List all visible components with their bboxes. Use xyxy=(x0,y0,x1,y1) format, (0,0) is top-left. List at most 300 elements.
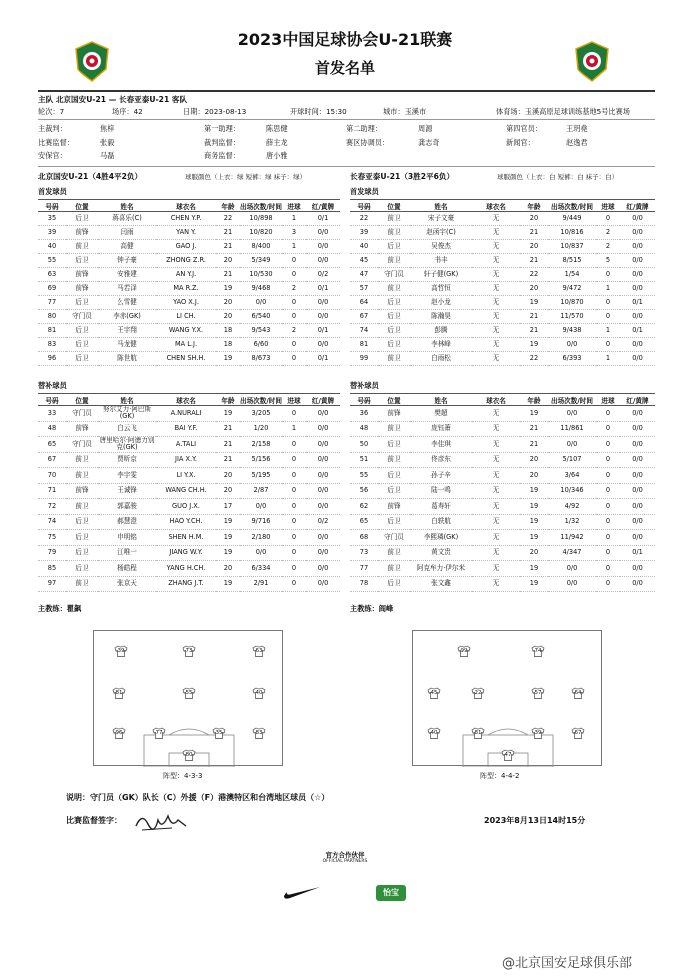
round: 轮次：7 xyxy=(38,107,65,116)
table-cell: 努尔艾力·阿巴斯(GK) xyxy=(98,406,156,422)
table-cell: 2 xyxy=(596,240,620,254)
column-header: 年龄 xyxy=(520,394,548,406)
nike-logo xyxy=(282,884,322,904)
table-cell: 97 xyxy=(38,576,66,592)
table-cell: 无 xyxy=(472,545,520,561)
column-header: 进球 xyxy=(282,200,306,212)
table-cell: 20 xyxy=(216,468,240,484)
match-number: 场序：42 xyxy=(112,107,143,116)
table-cell: 0 xyxy=(282,437,306,453)
table-cell: 0 xyxy=(282,545,306,561)
table-cell: 陈瀚昊 xyxy=(410,310,472,324)
table-cell: 陈世航 xyxy=(98,352,156,366)
table-cell: 无 xyxy=(472,561,520,577)
official-role: 裁判监督： xyxy=(204,138,240,147)
table-cell: JIA X.Y. xyxy=(156,452,216,468)
column-header: 姓名 xyxy=(410,394,472,406)
table-cell: 0 xyxy=(596,514,620,530)
table-cell: 李林峰 xyxy=(410,338,472,352)
table-cell: 0 xyxy=(282,310,306,324)
table-cell: 后卫 xyxy=(378,576,410,592)
column-header: 红/黄牌 xyxy=(306,394,340,406)
player-shirt: 47 xyxy=(501,749,515,761)
table-cell: 郝慧澄 xyxy=(98,514,156,530)
table-cell: 0 xyxy=(282,468,306,484)
table-cell: 0/0 xyxy=(620,452,655,468)
column-header: 球衣名 xyxy=(472,394,520,406)
table-cell: 21 xyxy=(216,452,240,468)
table-cell: 85 xyxy=(38,561,66,577)
table-row xyxy=(350,338,655,352)
table-row xyxy=(350,530,655,546)
official-name: 周源 xyxy=(418,124,433,133)
table-cell: 樊超 xyxy=(410,406,472,422)
column-header: 出场次数/时间 xyxy=(548,200,596,212)
table-cell: 前卫 xyxy=(378,421,410,437)
table-cell: 81 xyxy=(38,324,66,338)
table-cell: 57 xyxy=(350,282,378,296)
top-divider xyxy=(38,90,655,92)
player-shirt: 39 xyxy=(531,727,545,739)
table-row xyxy=(350,452,655,468)
table-cell: 0/0 xyxy=(620,499,655,515)
table-row xyxy=(350,310,655,324)
table-cell: 75 xyxy=(38,530,66,546)
table-cell: 1 xyxy=(596,352,620,366)
divider xyxy=(38,166,655,167)
column-header: 红/黄牌 xyxy=(620,200,655,212)
table-cell: 0/0 xyxy=(548,406,596,422)
table-cell: 张文鑫 xyxy=(410,576,472,592)
table-cell: 1 xyxy=(596,324,620,338)
table-cell: 张京天 xyxy=(98,576,156,592)
table-cell: 前卫 xyxy=(66,576,98,592)
table-cell: BAI Y.F. xyxy=(156,421,216,437)
table-cell: 39 xyxy=(350,226,378,240)
table-cell: 0/0 xyxy=(548,338,596,352)
away-coach xyxy=(350,604,393,614)
table-cell: 前卫 xyxy=(378,545,410,561)
table-cell: 李熙璘(GK) xyxy=(410,530,472,546)
player-shirt: 74 xyxy=(531,645,545,657)
player-shirt: 35 xyxy=(212,727,226,739)
table-row xyxy=(350,226,655,240)
table-cell: 庞钰箫 xyxy=(410,421,472,437)
table-cell: 0 xyxy=(596,499,620,515)
table-cell: 17 xyxy=(216,499,240,515)
table-cell: 0 xyxy=(596,561,620,577)
column-header: 球衣名 xyxy=(156,200,216,212)
table-row xyxy=(350,282,655,296)
table-cell: 71 xyxy=(38,483,66,499)
official-name: 马磊 xyxy=(100,151,115,160)
table-cell: 73 xyxy=(350,545,378,561)
table-cell: 守门员 xyxy=(378,530,410,546)
column-header: 姓名 xyxy=(98,394,156,406)
table-cell: 2/158 xyxy=(240,437,282,453)
table-cell: 高健 xyxy=(98,240,156,254)
home-starters-label: 首发球员 xyxy=(38,187,67,196)
table-cell: 19 xyxy=(520,530,548,546)
table-cell: 无 xyxy=(472,282,520,296)
table-cell: WANG Y.X. xyxy=(156,324,216,338)
table-cell: YANG H.CH. xyxy=(156,561,216,577)
table-cell: 79 xyxy=(38,545,66,561)
table-cell: 0/0 xyxy=(306,406,340,422)
table-cell: 11/942 xyxy=(548,530,596,546)
table-cell: 2 xyxy=(282,282,306,296)
table-row xyxy=(38,310,340,324)
table-cell: 0/0 xyxy=(306,530,340,546)
table-cell: 2/91 xyxy=(240,576,282,592)
table-cell: 后卫 xyxy=(378,240,410,254)
official-name: 陈思健 xyxy=(266,124,288,133)
official-name: 焦梓 xyxy=(100,124,115,133)
kickoff-time: 开球时间：15:30 xyxy=(290,107,347,116)
table-cell: 书丰 xyxy=(410,254,472,268)
official-name: 王玥堯 xyxy=(566,124,588,133)
table-cell: 6/540 xyxy=(240,310,282,324)
table-cell: 21 xyxy=(520,226,548,240)
away-subs-label: 替补球员 xyxy=(350,381,379,390)
table-cell: LI Y.X. xyxy=(156,468,216,484)
table-cell: 20 xyxy=(216,310,240,324)
table-cell: 前卫 xyxy=(66,499,98,515)
table-cell: 0/0 xyxy=(620,421,655,437)
table-row xyxy=(350,545,655,561)
table-row xyxy=(38,576,340,592)
table-cell: 葛寿轩 xyxy=(410,499,472,515)
table-cell: 0 xyxy=(596,421,620,437)
column-header: 进球 xyxy=(596,394,620,406)
table-cell: 45 xyxy=(350,254,378,268)
table-cell: 0/0 xyxy=(620,282,655,296)
table-cell: 0/1 xyxy=(620,545,655,561)
player-shirt: 81 xyxy=(471,727,485,739)
table-cell: 1/32 xyxy=(548,514,596,530)
table-cell: 0 xyxy=(596,268,620,282)
table-cell: 0/0 xyxy=(620,437,655,453)
table-cell: 杨皓程 xyxy=(98,561,156,577)
home-coach-name: 瞿飙 xyxy=(66,604,82,613)
table-cell: 0/0 xyxy=(620,483,655,499)
table-cell: 轩子健(GK) xyxy=(410,268,472,282)
table-cell: CHEN SH.H. xyxy=(156,352,216,366)
table-cell: 0/0 xyxy=(620,310,655,324)
table-cell: 闫雨 xyxy=(98,226,156,240)
table-row xyxy=(38,483,340,499)
table-cell: 白云飞 xyxy=(98,421,156,437)
table-row xyxy=(38,268,340,282)
table-cell: 0/0 xyxy=(548,561,596,577)
table-cell: 吴俊杰 xyxy=(410,240,472,254)
table-cell: 0 xyxy=(596,310,620,324)
table-cell: 5/349 xyxy=(240,254,282,268)
table-cell: 8/673 xyxy=(240,352,282,366)
table-cell: 19 xyxy=(520,499,548,515)
table-cell: 0/0 xyxy=(620,561,655,577)
table-cell: 47 xyxy=(350,268,378,282)
weibo-watermark: @北京国安足球俱乐部 xyxy=(502,956,633,971)
table-cell: 2/180 xyxy=(240,530,282,546)
table-cell: CHEN Y.P. xyxy=(156,212,216,226)
table-cell: 21 xyxy=(216,268,240,282)
signature-label: 比赛监督签字： xyxy=(66,816,122,825)
player-shirt: 22 xyxy=(471,687,485,699)
official-role: 比赛监督： xyxy=(38,138,74,147)
table-cell: 前卫 xyxy=(66,240,98,254)
table-cell: 王诚锋 xyxy=(98,483,156,499)
table-cell: 3/205 xyxy=(240,406,282,422)
table-row xyxy=(38,545,340,561)
table-cell: 无 xyxy=(472,338,520,352)
table-cell: 前卫 xyxy=(378,561,410,577)
table-row xyxy=(350,324,655,338)
table-cell: 5/107 xyxy=(548,452,596,468)
table-cell: 无 xyxy=(472,499,520,515)
table-cell: 后卫 xyxy=(378,296,410,310)
player-shirt: 57 xyxy=(531,687,545,699)
table-cell: 前卫 xyxy=(66,452,98,468)
table-cell: 守门员 xyxy=(378,268,410,282)
table-cell: 78 xyxy=(350,576,378,592)
table-cell: 10/820 xyxy=(240,226,282,240)
table-cell: A.NURALI xyxy=(156,406,216,422)
player-shirt: 81 xyxy=(112,687,126,699)
official-role: 主裁判： xyxy=(38,124,67,133)
table-cell: MA L.J. xyxy=(156,338,216,352)
table-cell: 无 xyxy=(472,324,520,338)
official-name: 薛主龙 xyxy=(266,138,288,147)
official-role: 商务监督： xyxy=(204,151,240,160)
table-cell: 后卫 xyxy=(66,514,98,530)
table-cell: 后卫 xyxy=(378,437,410,453)
table-cell: 郭嘉骏 xyxy=(98,499,156,515)
table-cell: 0 xyxy=(282,483,306,499)
table-cell: 0/0 xyxy=(620,338,655,352)
official-role: 新闻官： xyxy=(506,138,535,147)
player-shirt: 73 xyxy=(182,645,196,657)
table-cell: 1 xyxy=(282,421,306,437)
timestamp: 2023年8月13日14时15分 xyxy=(484,816,586,825)
table-cell: 0 xyxy=(596,212,620,226)
table-cell: 后卫 xyxy=(378,324,410,338)
table-cell: 19 xyxy=(520,406,548,422)
table-cell: LI CH. xyxy=(156,310,216,324)
player-shirt: 45 xyxy=(427,687,441,699)
table-cell: 62 xyxy=(350,499,378,515)
table-cell: 1 xyxy=(596,282,620,296)
table-cell: 0/0 xyxy=(240,296,282,310)
table-cell: WANG CH.H. xyxy=(156,483,216,499)
home-formation: 阵型：4-3-3 xyxy=(163,772,203,780)
table-cell: 前锋 xyxy=(66,282,98,296)
table-row xyxy=(38,338,340,352)
table-row xyxy=(38,324,340,338)
table-cell: 10/530 xyxy=(240,268,282,282)
table-cell: 21 xyxy=(520,437,548,453)
table-cell: 后卫 xyxy=(378,338,410,352)
table-cell: 江唯一 xyxy=(98,545,156,561)
table-cell: 0/0 xyxy=(548,576,596,592)
table-cell: 前锋 xyxy=(66,421,98,437)
table-cell: 0 xyxy=(282,296,306,310)
table-cell: 50 xyxy=(350,437,378,453)
table-cell: HAO Y.CH. xyxy=(156,514,216,530)
home-formation-pitch xyxy=(93,630,283,766)
table-cell: 19 xyxy=(520,561,548,577)
table-cell: 77 xyxy=(38,296,66,310)
table-cell: 0 xyxy=(596,530,620,546)
table-row xyxy=(350,406,655,422)
table-cell: 0/1 xyxy=(620,324,655,338)
home-subs-table xyxy=(38,393,340,592)
table-cell: 0/0 xyxy=(548,437,596,453)
table-cell: 67 xyxy=(350,310,378,324)
table-cell: 65 xyxy=(38,437,66,453)
table-cell: 35 xyxy=(38,212,66,226)
table-cell: 99 xyxy=(350,352,378,366)
table-cell: 0/0 xyxy=(306,226,340,240)
table-cell: 后卫 xyxy=(66,561,98,577)
table-cell: YAN Y. xyxy=(156,226,216,240)
table-cell: 19 xyxy=(520,296,548,310)
player-shirt: 40 xyxy=(252,687,266,699)
table-cell: 2/87 xyxy=(240,483,282,499)
table-cell: 6/393 xyxy=(548,352,596,366)
table-cell: 80 xyxy=(38,310,66,324)
table-cell: 3/64 xyxy=(548,468,596,484)
table-row xyxy=(38,499,340,515)
table-cell: A.TALI xyxy=(156,437,216,453)
table-cell: 前卫 xyxy=(378,212,410,226)
table-cell: 2 xyxy=(282,324,306,338)
table-cell: 72 xyxy=(38,499,66,515)
column-header: 出场次数/时间 xyxy=(548,394,596,406)
table-cell: 20 xyxy=(520,282,548,296)
table-cell: 白轶航 xyxy=(410,514,472,530)
table-cell: 55 xyxy=(350,468,378,484)
table-cell: 0 xyxy=(282,514,306,530)
table-cell: 马龙健 xyxy=(98,338,156,352)
table-cell: 19 xyxy=(216,514,240,530)
table-cell: 无 xyxy=(472,254,520,268)
table-cell: 后卫 xyxy=(66,324,98,338)
table-row xyxy=(38,240,340,254)
table-row xyxy=(38,212,340,226)
table-cell: 前卫 xyxy=(378,282,410,296)
table-cell: 0 xyxy=(282,338,306,352)
player-shirt: 83 xyxy=(252,727,266,739)
table-cell: 8/400 xyxy=(240,240,282,254)
table-cell: 55 xyxy=(38,254,66,268)
table-row xyxy=(350,268,655,282)
table-row xyxy=(38,352,340,366)
table-cell: 33 xyxy=(38,406,66,422)
table-cell: 9/472 xyxy=(548,282,596,296)
table-row xyxy=(38,296,340,310)
table-cell: 0 xyxy=(282,576,306,592)
table-cell: 19 xyxy=(520,514,548,530)
table-cell: 贾昕京 xyxy=(98,452,156,468)
table-cell: 20 xyxy=(520,468,548,484)
table-cell: 无 xyxy=(472,468,520,484)
partner-subtitle: OFFICIAL PARTNERS xyxy=(322,859,368,864)
official-role: 安保官： xyxy=(38,151,67,160)
table-cell: 5/195 xyxy=(240,468,282,484)
table-cell: 68 xyxy=(350,530,378,546)
table-cell: 黄文贵 xyxy=(410,545,472,561)
home-subs-label: 替补球员 xyxy=(38,381,67,390)
table-cell: 19 xyxy=(520,576,548,592)
table-cell: 0/0 xyxy=(306,561,340,577)
table-cell: 后卫 xyxy=(66,296,98,310)
table-cell: 前锋 xyxy=(66,483,98,499)
player-shirt: 80 xyxy=(182,749,196,761)
table-row xyxy=(38,452,340,468)
home-team-name: 北京国安U-21（4胜4平2负） xyxy=(38,172,143,181)
table-cell: 0/0 xyxy=(620,254,655,268)
table-cell: 10/837 xyxy=(548,240,596,254)
table-cell: GUO J.X. xyxy=(156,499,216,515)
player-shirt: 96 xyxy=(112,727,126,739)
column-header: 红/黄牌 xyxy=(620,394,655,406)
column-header: 年龄 xyxy=(216,200,240,212)
table-cell: 佟彦东 xyxy=(410,452,472,468)
table-cell: 0/0 xyxy=(306,437,340,453)
table-cell: 赵函宇(C) xyxy=(410,226,472,240)
table-cell: 0/0 xyxy=(306,452,340,468)
table-cell: 9/438 xyxy=(548,324,596,338)
table-cell: 无 xyxy=(472,406,520,422)
column-header: 球衣名 xyxy=(472,200,520,212)
table-cell: 后卫 xyxy=(66,338,98,352)
table-cell: 4/92 xyxy=(548,499,596,515)
table-cell: 19 xyxy=(216,530,240,546)
table-cell: 20 xyxy=(216,254,240,268)
table-row xyxy=(38,406,340,422)
table-row xyxy=(38,514,340,530)
table-cell: 无 xyxy=(472,226,520,240)
table-cell: 守门员 xyxy=(66,310,98,324)
table-cell: 0 xyxy=(596,483,620,499)
table-cell: 孙子辛 xyxy=(410,468,472,484)
table-cell: 0/0 xyxy=(306,254,340,268)
table-row xyxy=(350,421,655,437)
table-cell: 8/515 xyxy=(548,254,596,268)
away-formation: 阵型：4-4-2 xyxy=(480,772,520,780)
table-cell: 白雨松 xyxy=(410,352,472,366)
table-cell: 19 xyxy=(216,576,240,592)
table-cell: 前卫 xyxy=(378,352,410,366)
table-cell: 0/0 xyxy=(620,406,655,422)
table-cell: 18 xyxy=(216,324,240,338)
city: 城市：玉溪市 xyxy=(383,107,427,116)
table-cell: 21 xyxy=(520,421,548,437)
away-subs-table xyxy=(350,393,655,592)
table-row xyxy=(38,282,340,296)
table-cell: 0/1 xyxy=(306,212,340,226)
away-team-name: 长春亚泰U-21（3胜2平6负） xyxy=(350,172,455,181)
table-cell: 无 xyxy=(472,296,520,310)
table-cell: 19 xyxy=(216,406,240,422)
table-cell: 36 xyxy=(350,406,378,422)
player-shirt: 63 xyxy=(252,645,266,657)
table-cell: 安雅建 xyxy=(98,268,156,282)
table-cell: 81 xyxy=(350,338,378,352)
player-shirt: 64 xyxy=(571,687,585,699)
table-cell: 5/156 xyxy=(240,452,282,468)
